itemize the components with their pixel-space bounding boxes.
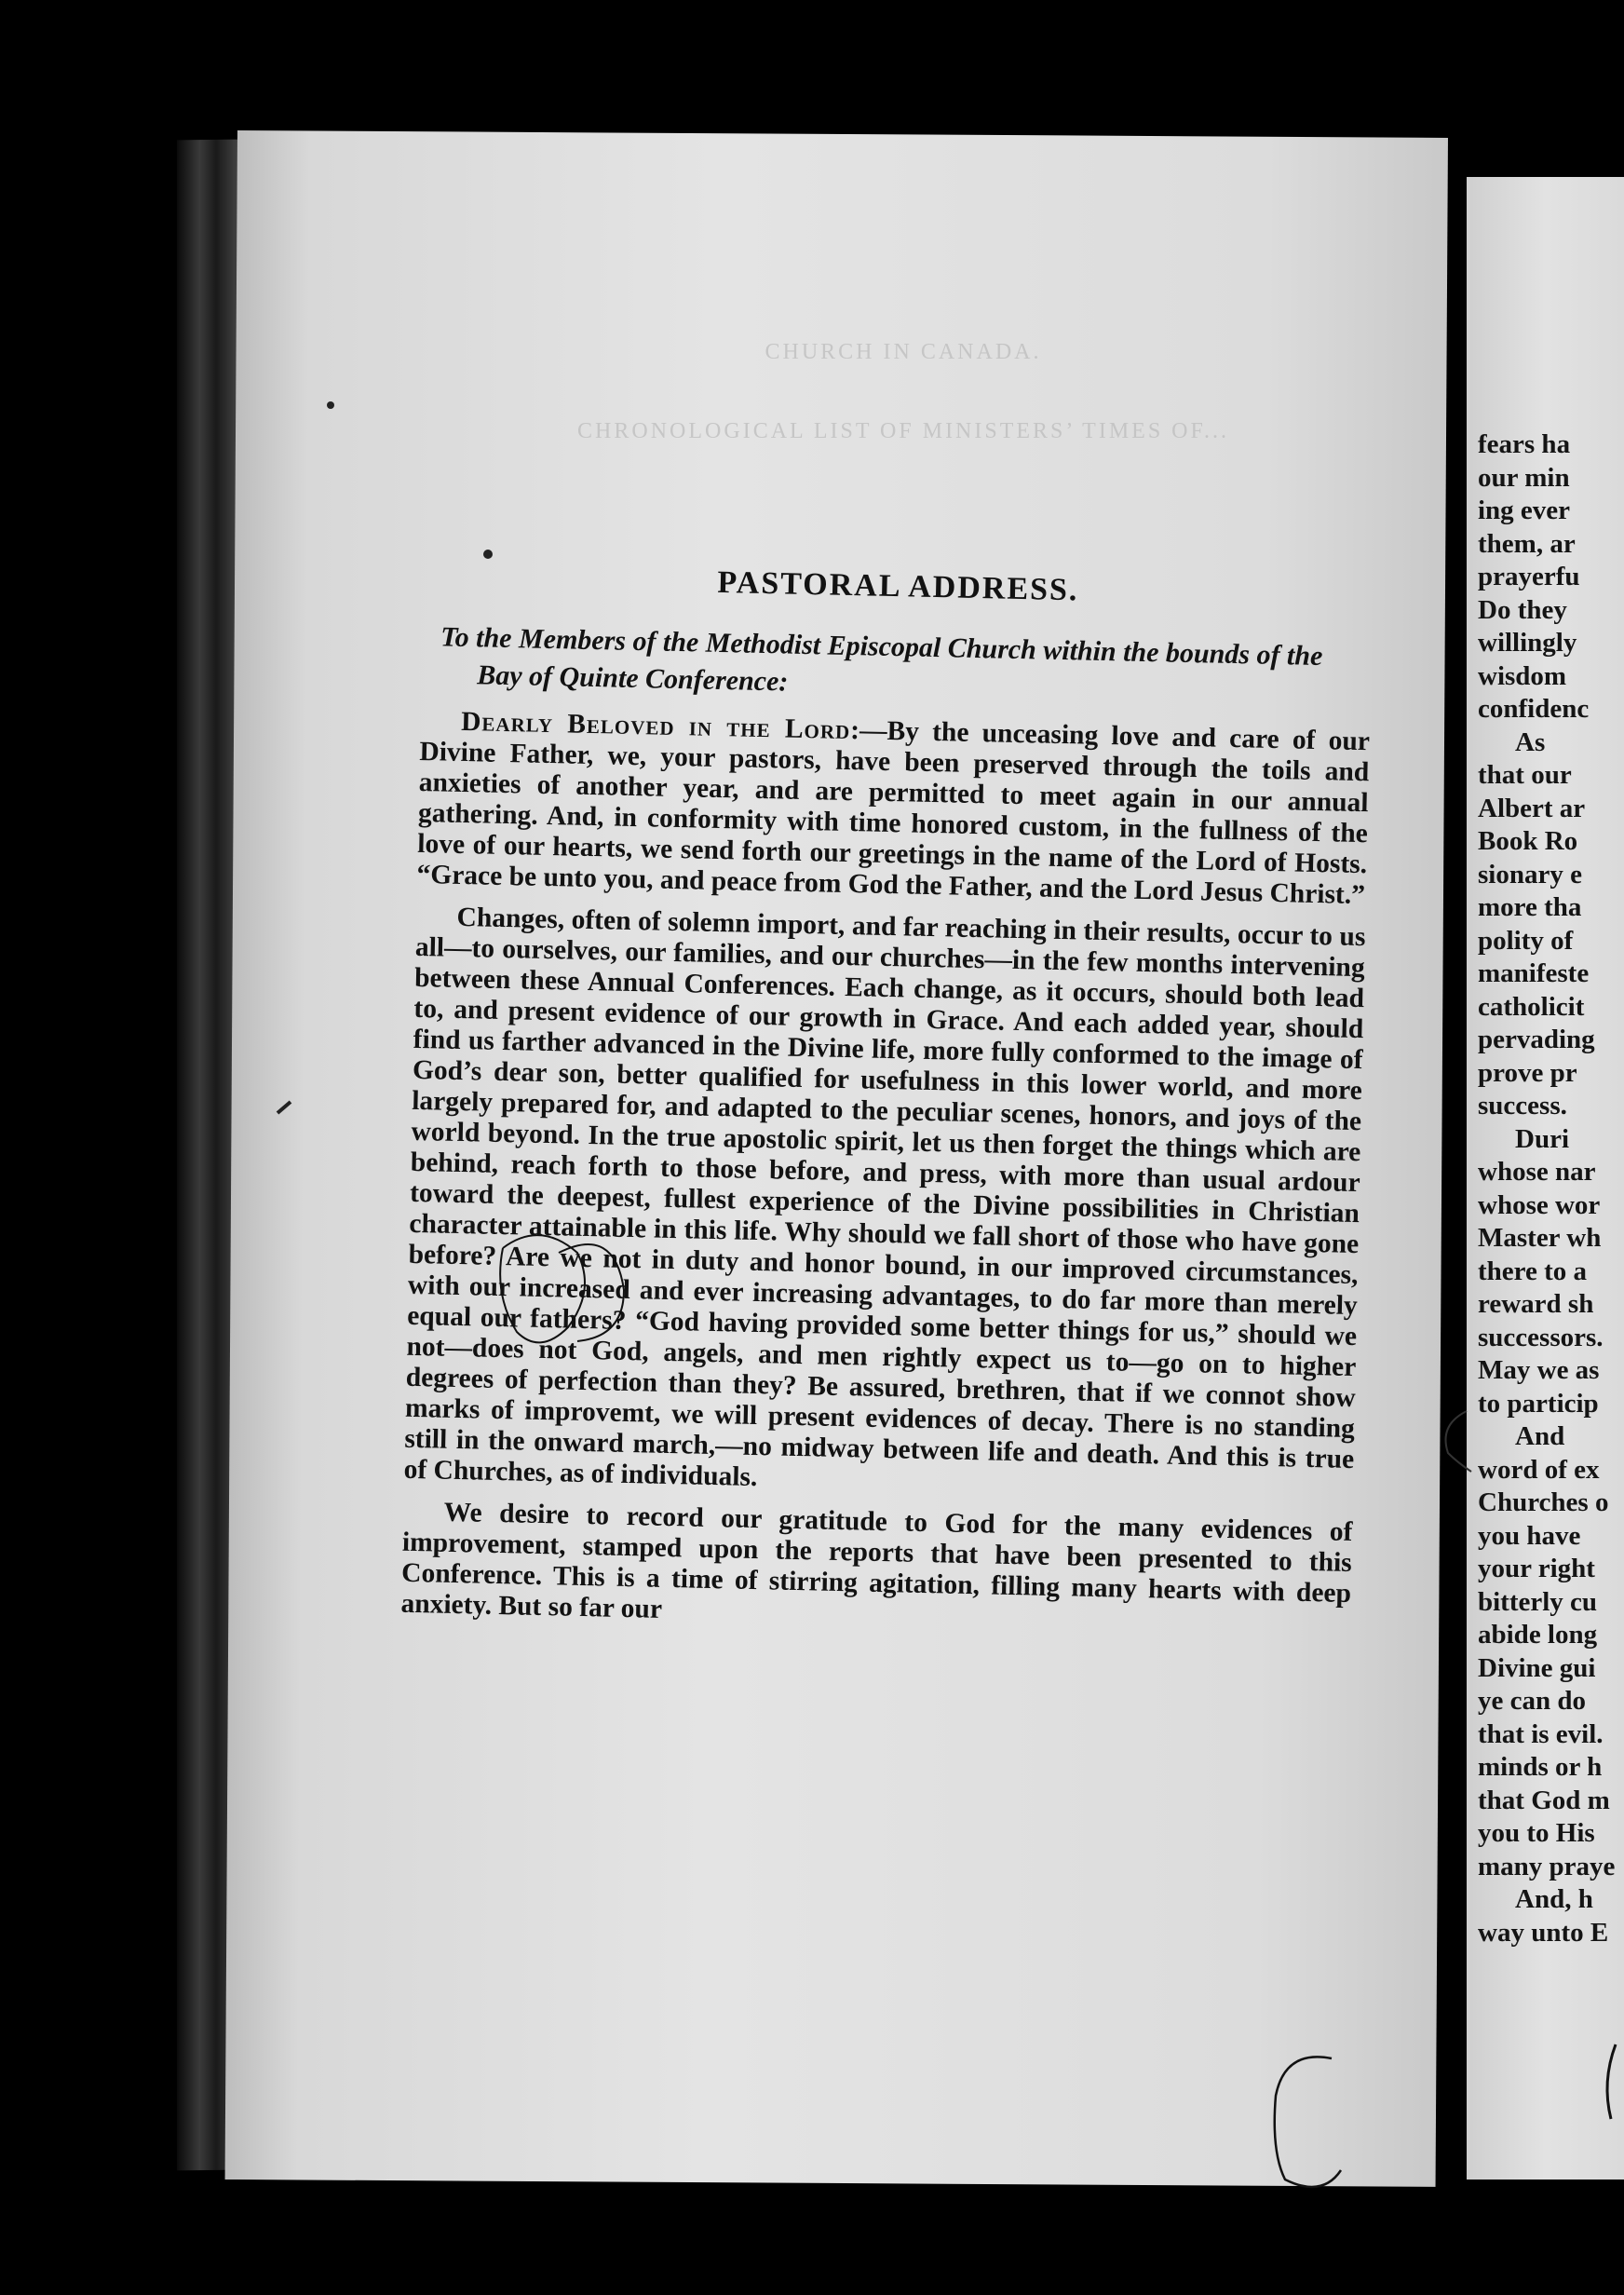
- right-page-line: Albert ar: [1478, 793, 1586, 823]
- page-title: PASTORAL ADDRESS.: [717, 564, 1079, 608]
- right-page-line: minds or h: [1478, 1752, 1603, 1782]
- page-content: [400, 559, 1374, 1651]
- paragraph-1: [416, 706, 1370, 911]
- right-page-line: that is evil.: [1478, 1718, 1604, 1749]
- right-page-line: prove pr: [1478, 1057, 1577, 1088]
- right-page-line: many praye: [1478, 1851, 1616, 1881]
- right-page-line: fears ha: [1478, 429, 1571, 459]
- right-page-line: manifeste: [1478, 958, 1590, 988]
- right-page-line: willingly: [1478, 628, 1577, 658]
- right-page-line: Master wh: [1478, 1223, 1602, 1253]
- right-page-line: our min: [1478, 462, 1570, 493]
- paragraph-2: Changes, often of solemn import, and far reaching in their results, occur to us all—to ourselves, our families, and our churches—in the few months intervening between these Annual Conferences. Each change, as it occurs, should both lead to, and present evidence of our growth in Grace. And each added year, should find us farther advanced in the Divine life, more fully conformed to the image of God’s dear son, better qualified for usefulness in this lower world, and more largely prepared for, and adapted to the peculiar scenes, honors, and joys of the world beyond. In the true apostolic spirit, let us then forget the things which are behind, reach forth to those before, and press, with more than usual ardour toward the deepest, fullest experience of the Divine possibilities in Christian character attainable in this life. Why should we fall short of those who have gone before? Are we not in duty and honor bound, in our improved circumstances, with our increased and ever increasing advantages, to do far more than merely equal our fathers? “God having provided some better things for us,” should we not—does not God, angels, and men rightly expect us to—go on to higher degrees of perfection than they? Be assured, brethren, that if we connot show marks of improvemt, we will present evidences of decay. There is no standing still in the onward march,—no midway between life and death. And this is true of Churches, as of individuals.: [403, 902, 1366, 1493]
- right-page: [1467, 177, 1624, 2180]
- right-page-line: wisdom: [1478, 660, 1567, 691]
- right-page-line: abide long: [1478, 1620, 1598, 1650]
- right-page-line: May we as: [1478, 1355, 1600, 1385]
- right-page-line: sionary e: [1478, 859, 1582, 889]
- paragraph-3: We desire to record our gratitude to God for the many evidences of improvement, stamped upon the reports that have been presented to this Conference. This is a time of stirring agitation, filling many hearts with deep anxiety. But so far our: [400, 1497, 1353, 1624]
- right-page-line: catholicit: [1478, 991, 1585, 1022]
- right-page-line: And: [1515, 1421, 1565, 1451]
- salutation: To the Members of the Methodist Episcopal Church within the bounds of the Bay of Quinte Conference:: [440, 621, 1323, 698]
- right-page-line: Divine gui: [1478, 1652, 1596, 1683]
- right-page-line: that God m: [1478, 1785, 1610, 1815]
- opening-salutation: Dearly Beloved in the Lord: [460, 706, 851, 746]
- right-page-line: you have: [1478, 1520, 1581, 1551]
- right-page-line: success.: [1478, 1091, 1567, 1120]
- right-page-line: more tha: [1478, 892, 1582, 922]
- right-page-line: word of ex: [1478, 1454, 1600, 1485]
- right-page-line: As: [1515, 727, 1546, 757]
- right-page-line: whose wor: [1478, 1189, 1601, 1220]
- paragraph-1-text: :—By the unceasing love and care of our Divine Father, we, your pastors, have been preserved through the toils and anxieties of another year, and are permitted to meet again in our annual gathering. And, in conformity with time honored custom, in the fullness of the love of our hearts, we send forth our greetings in the name of the Lord of Hosts. “Grace be unto you, and peace from God the Father, and the Lord Jesus Christ.”: [416, 715, 1371, 911]
- right-page-line: way unto E: [1478, 1917, 1609, 1948]
- right-page-line: bitterly cu: [1478, 1586, 1598, 1617]
- right-page-line: that our: [1478, 760, 1572, 790]
- right-page-line: there to a: [1478, 1256, 1588, 1286]
- right-page-line: Duri: [1515, 1123, 1569, 1154]
- right-page-line: Book Ro: [1478, 826, 1578, 856]
- right-page-line: your right: [1478, 1554, 1595, 1583]
- right-page-line: you to His: [1478, 1818, 1595, 1848]
- right-page-line: Do they: [1478, 594, 1567, 625]
- bleed-through-subheader: CHRONOLOGICAL LIST OF MINISTERS’ TIMES OF...: [577, 419, 1229, 443]
- right-page-line: to particip: [1478, 1388, 1599, 1419]
- right-page-line: them, ar: [1478, 528, 1576, 559]
- right-page-line: reward sh: [1478, 1289, 1594, 1319]
- right-page-line: And, h: [1515, 1884, 1593, 1914]
- right-page-line: pervading: [1478, 1025, 1595, 1054]
- page-gutter: [1448, 168, 1468, 2170]
- right-page-line: confidenc: [1478, 694, 1590, 724]
- right-page-line: ye can do: [1478, 1686, 1586, 1716]
- right-page-line: ing ever: [1478, 496, 1571, 525]
- right-page-line: prayerfu: [1478, 562, 1580, 591]
- right-page-text: [1478, 428, 1624, 1949]
- right-page-line: polity of: [1478, 925, 1574, 956]
- bleed-through-header: CHURCH IN CANADA.: [765, 340, 1042, 364]
- right-page-line: Churches o: [1478, 1487, 1609, 1517]
- right-page-line: whose nar: [1478, 1157, 1596, 1187]
- right-page-line: successors.: [1478, 1322, 1604, 1352]
